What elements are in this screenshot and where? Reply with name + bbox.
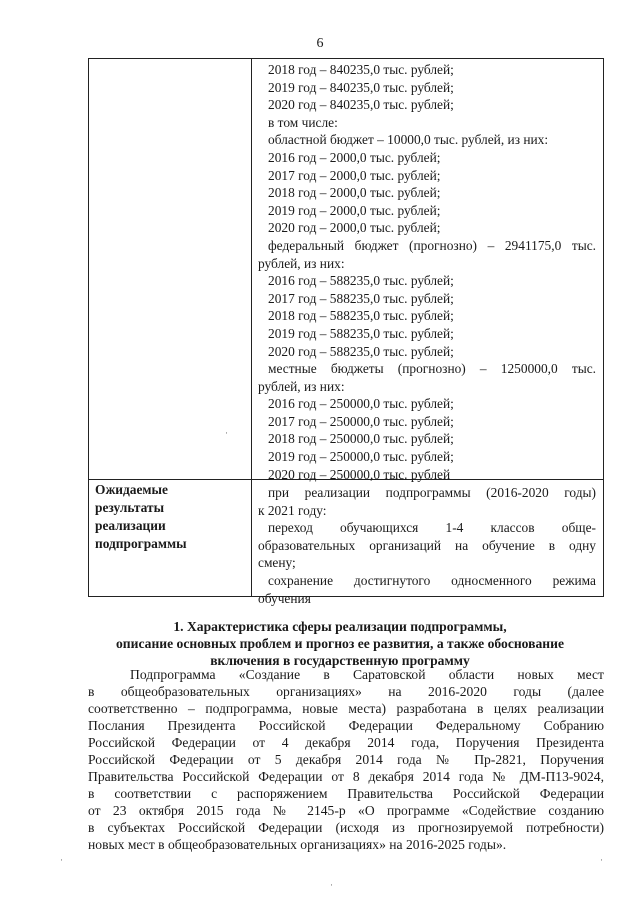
financing-line: 2018 год – 840235,0 тыс. рублей;	[268, 62, 454, 77]
financing-line: 2019 год – 2000,0 тыс. рублей;	[268, 202, 441, 218]
financing-line: 2016 год – 2000,0 тыс. рублей;	[268, 149, 441, 165]
financing-line: 2018 год – 2000,0 тыс. рублей;	[268, 185, 441, 201]
body-line: новых мест в общеобразовательных организациях» на 2016-2025 годы».	[88, 837, 507, 852]
body-line: Российской Федерации от 4 декабря 2014 года, Поручения Президента	[88, 735, 604, 750]
body-line: Правительства Российской Федерации от 8 декабря 2014 года № ДМ-П13-9024,	[88, 769, 604, 784]
expected-results-label	[95, 481, 245, 553]
financing-line: 2019 год – 588235,0 тыс. рублей;	[268, 325, 454, 341]
passport-table	[88, 58, 604, 606]
body-line: Российской Федерации от 5 декабря 2014 года № Пр-2821, Поручения	[88, 752, 604, 767]
financing-line: 2016 год – 588235,0 тыс. рублей;	[268, 273, 454, 289]
financing-line: 2019 год – 840235,0 тыс. рублей;	[268, 79, 454, 95]
body-line: соответственно – подпрограмма, новые места) разработана в целях реализации	[88, 701, 604, 716]
label-line: Ожидаемые	[95, 482, 168, 497]
results-line: обучения	[258, 590, 311, 606]
financing-line: 2017 год – 250000,0 тыс. рублей;	[268, 413, 454, 429]
financing-line: 2018 год – 588235,0 тыс. рублей;	[268, 308, 454, 324]
financing-line: 2020 год – 2000,0 тыс. рублей;	[268, 220, 441, 236]
financing-line: местные бюджеты (прогнозно) – 1250000,0 тыс.	[268, 361, 596, 377]
page-number: 6	[316, 36, 324, 51]
results-line: сохранение достигнутого односменного режима	[268, 572, 596, 588]
results-line: при реализации подпрограммы (2016-2020 годы)	[268, 485, 596, 500]
label-line: реализации	[95, 518, 166, 533]
scan-speck: ·	[600, 855, 603, 865]
table-column-divider	[251, 59, 252, 596]
financing-cell	[258, 61, 596, 483]
section-body	[88, 666, 604, 853]
results-line: к 2021 году:	[258, 502, 327, 518]
financing-line: 2017 год – 588235,0 тыс. рублей;	[268, 290, 454, 306]
financing-line: 2020 год – 250000,0 тыс. рублей	[268, 466, 451, 482]
heading-line: 1. Характеристика сферы реализации подпрограммы,	[173, 619, 507, 634]
financing-line: 2018 год – 250000,0 тыс. рублей;	[268, 431, 454, 447]
financing-line: 2016 год – 250000,0 тыс. рублей;	[268, 396, 454, 412]
heading-line: описание основных проблем и прогноз ее развития, а также обоснование	[116, 636, 564, 651]
expected-results-cell	[258, 484, 596, 607]
body-line: в общеобразовательных организациях» на 2016-2020 годы (далее	[88, 684, 604, 699]
financing-line: рублей, из них:	[258, 255, 345, 271]
body-line: Послания Президента Российской Федерации Федеральному Собранию	[88, 718, 604, 733]
results-line: образовательных организаций на обучение в одну	[258, 537, 596, 553]
body-line: в субъектах Российской Федерации (исходя из прогнозируемой потребности)	[88, 820, 604, 835]
section-heading	[80, 618, 600, 669]
financing-line: в том числе:	[268, 114, 338, 130]
body-line: Подпрограмма «Создание в Саратовской области новых мест	[130, 667, 604, 682]
financing-line: 2020 год – 840235,0 тыс. рублей;	[268, 97, 454, 113]
financing-line: 2019 год – 250000,0 тыс. рублей;	[268, 449, 454, 465]
scan-speck: ·	[60, 855, 63, 865]
financing-line: рублей, из них:	[258, 378, 345, 394]
financing-line: областной бюджет – 10000,0 тыс. рублей, из них:	[268, 132, 549, 148]
financing-line: 2020 год – 588235,0 тыс. рублей;	[268, 343, 454, 359]
financing-line: 2017 год – 2000,0 тыс. рублей;	[268, 167, 441, 183]
heading-line: включения в государственную программу	[210, 653, 470, 668]
results-line: смену;	[258, 555, 296, 571]
scan-speck: ·	[330, 880, 333, 890]
body-line: в соответствии с распоряжением Правительства Российской Федерации	[88, 786, 604, 801]
results-line: переход обучающихся 1-4 классов обще-	[268, 520, 596, 536]
label-line: результаты	[95, 500, 165, 515]
label-line: подпрограммы	[95, 536, 187, 551]
financing-line: федеральный бюджет (прогнозно) – 2941175,0 тыс.	[268, 237, 596, 253]
scan-speck: ·	[225, 428, 228, 438]
body-line: от 23 октября 2015 года № 2145-р «О программе «Содействие созданию	[88, 803, 604, 818]
